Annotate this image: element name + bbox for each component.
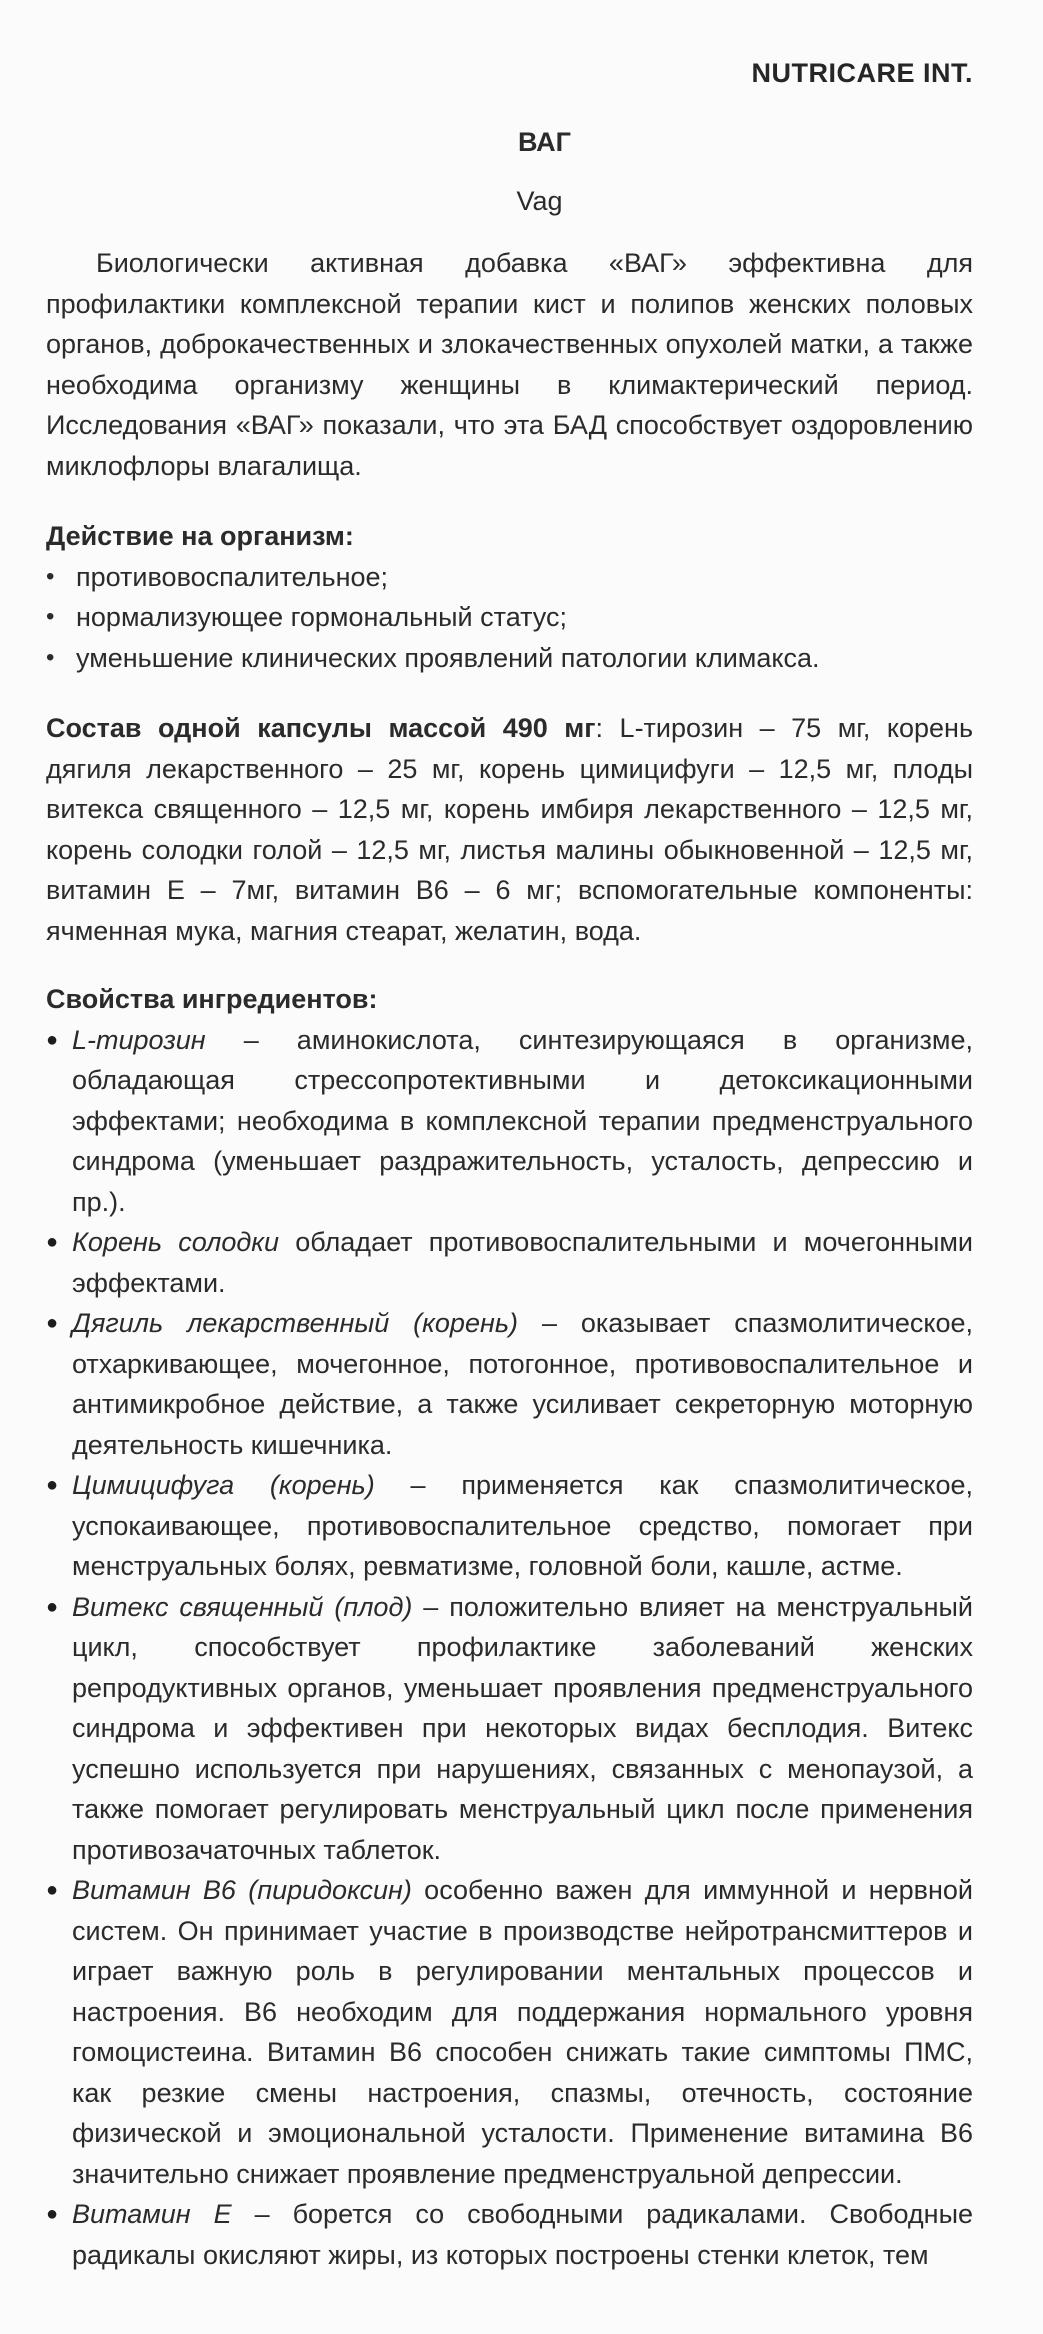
list-item: • противовоспалительное; bbox=[46, 557, 973, 598]
ingredient-name: Дягиль лекарственный (корень) bbox=[72, 1308, 519, 1338]
product-title: ВАГ bbox=[518, 127, 571, 157]
ingredient-text: – оказывает спазмолитическое, отхаркивающее, мочегонное, потогонное, противовоспалительное и антимикробное действие, а также усиливает секреторную моторную деятельность кишечника. bbox=[72, 1308, 973, 1460]
list-item bbox=[46, 2194, 973, 2275]
ingredients-list bbox=[46, 1020, 973, 2276]
ingredient-text: – аминокислота, синтезирующаяся в организме, обладающая стрессопротективными и детоксикационными эффектами; необходима в комплексной терапии предменструального синдрома (уменьшает раздражительность, усталость, депрессию и пр.). bbox=[72, 1024, 973, 1217]
composition-heading: Состав одной капсулы массой 490 мг bbox=[46, 713, 596, 743]
ingredient-name: Цимицифуга (корень) bbox=[72, 1470, 375, 1500]
action-list bbox=[46, 557, 973, 679]
ingredient-text: – положительно влияет на менструальный цикл, способствует профилактике заболеваний женских репродуктивных органов, уменьшает проявления предменструального синдрома и эффективен при некоторых видах бесплодия. Витекс успешно используется при нарушениях, связанных с менопаузой, а также помогает регулировать менструальный цикл после применения противозачаточных таблеток. bbox=[72, 1591, 973, 1865]
company-name: NUTRICARE INT. bbox=[751, 58, 973, 88]
ingredient-text: – применяется как спазмолитическое, успокаивающее, противовоспалительное средство, помогает при менструальных болях, ревматизме, головной боли, кашле, астме. bbox=[72, 1470, 973, 1581]
list-item bbox=[46, 1587, 973, 1871]
ingredient-text: обладает противовоспалительными и мочегонными эффектами. bbox=[72, 1227, 974, 1298]
list-item bbox=[46, 1303, 973, 1465]
product-subtitle: Vag bbox=[516, 186, 563, 216]
ingredient-name: Витамин В6 (пиридоксин) bbox=[72, 1875, 412, 1905]
ingredient-text: особенно важен для иммунной и нервной систем. Он принимает участие в производстве нейротрансмиттеров и играет важную роль в регулировании ментальных процессов и настроения. В6 необходим для поддержания нормального уровня гомоцистеина. Витамин В6 способен снижать такие симптомы ПМС, как резкие смены настроения, спазмы, отечность, состояние физической и эмоциональной усталости. Применение витамина В6 значительно снижает проявление предменструальной депрессии. bbox=[72, 1875, 974, 2189]
ingredients-heading: Свойства ингредиентов: bbox=[46, 984, 378, 1014]
composition-paragraph bbox=[46, 708, 973, 951]
list-item: • уменьшение клинических проявлений патологии климакса. bbox=[46, 638, 973, 679]
intro-paragraph: Биологически активная добавка «ВАГ» эффективна для профилактики комплексной терапии кист и полипов женских половых органов, доброкачественных и злокачественных опухолей матки, а также необходима организму женщины в климактерический период. Исследования «ВАГ» показали, что эта БАД способствует оздоровлению миклофлоры влагалища. bbox=[46, 248, 973, 481]
list-item: • нормализующее гормональный статус; bbox=[46, 597, 973, 638]
list-item bbox=[46, 1222, 973, 1303]
action-heading: Действие на организм: bbox=[46, 521, 354, 551]
ingredient-text: – борется со свободными радикалами. Свободные радикалы окисляют жиры, из которых построены стенки клеток, тем bbox=[72, 2199, 974, 2270]
ingredient-name: Витамин Е bbox=[72, 2199, 232, 2229]
list-item bbox=[46, 1870, 973, 2194]
ingredient-name: Корень солодки bbox=[72, 1227, 280, 1257]
list-item bbox=[46, 1465, 973, 1587]
ingredient-name: L-тирозин bbox=[72, 1024, 206, 1055]
composition-text: : L-тирозин – 75 мг, корень дягиля лекарственного – 25 мг, корень цимицифуги – 12,5 мг, плоды витекса священного – 12,5 мг, корень имбиря лекарственного – 12,5 мг, корень солодки голой – 12,5 мг, листья малины обыкновенной – 12,5 мг, витамин Е – 7мг, витамин В6 – 6 мг; вспомогательные компоненты: ячменная мука, магния стеарат, желатин, вода. bbox=[46, 713, 974, 946]
ingredient-name: Витекс священный (плод) bbox=[72, 1591, 413, 1622]
list-item bbox=[46, 1020, 973, 1223]
